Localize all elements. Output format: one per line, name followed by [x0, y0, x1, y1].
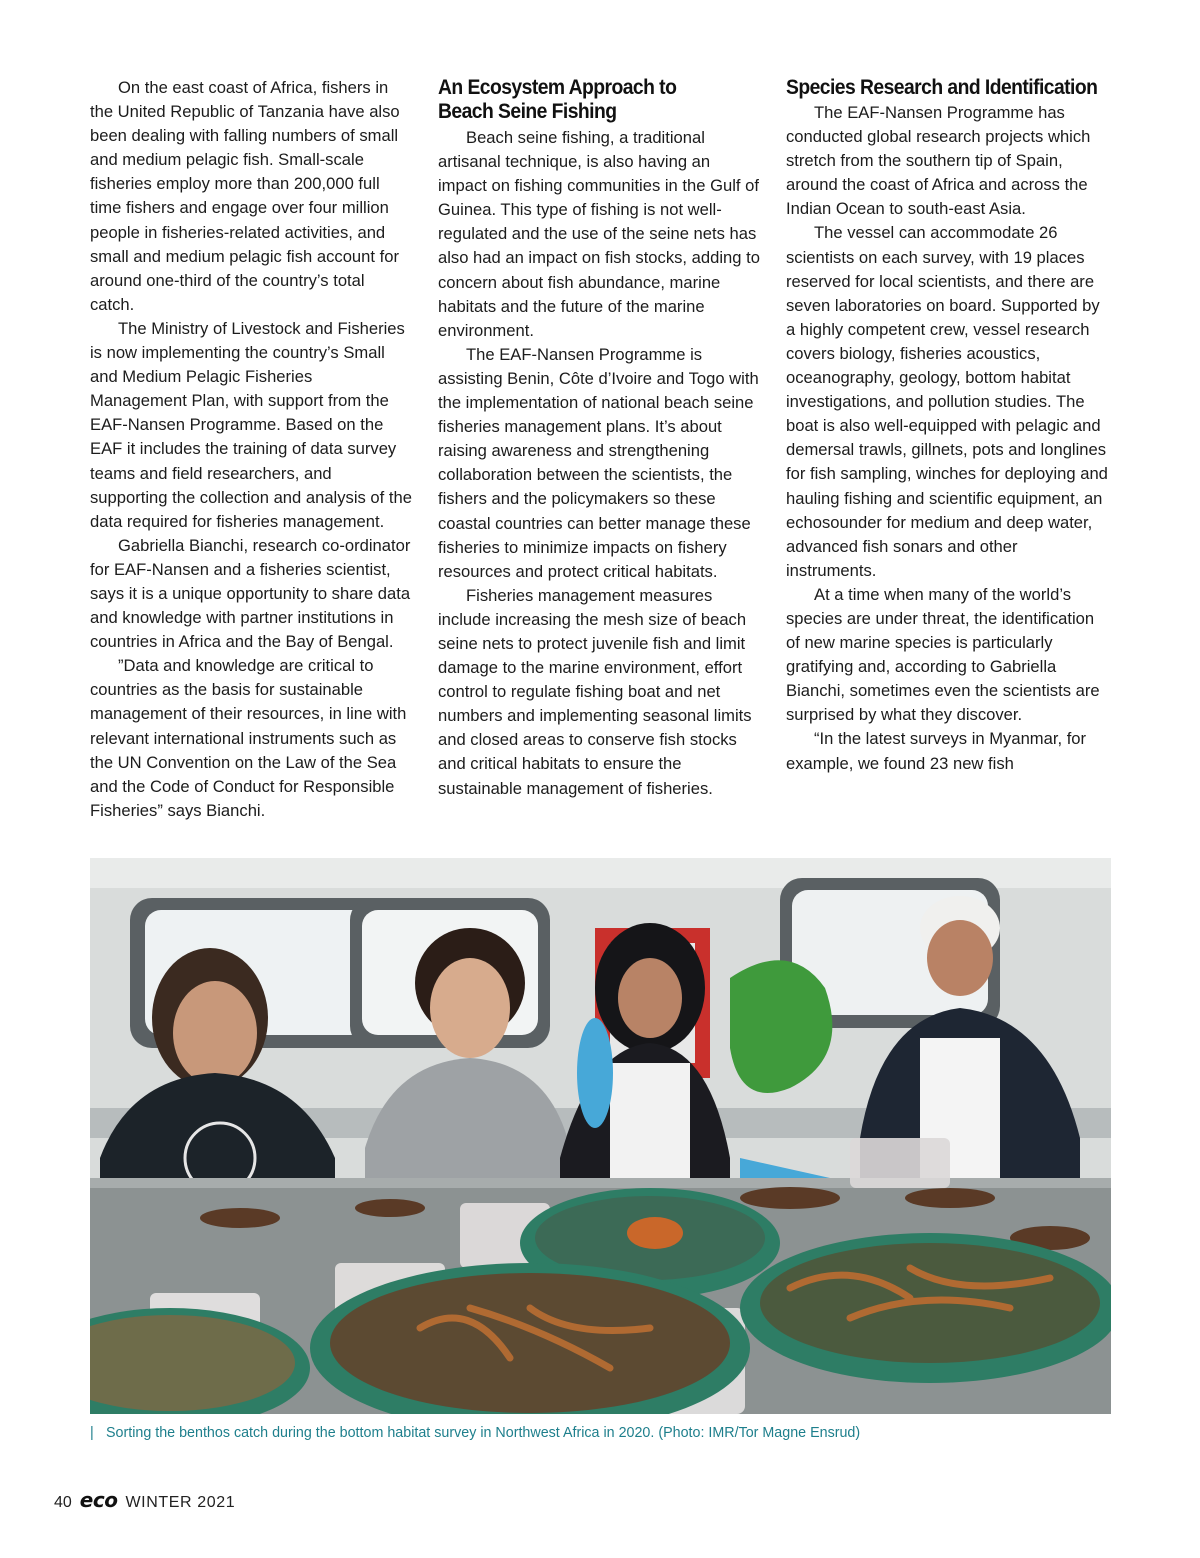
- caption-divider: |: [90, 1425, 94, 1441]
- body-paragraph: Beach seine fishing, a traditional artisanal technique, is also having an impact on fishing communities in the Gulf of Guinea. This type of fishing is not well-regulated and the use of the seine nets has also had an impact on fish stocks, adding to concern about fish abundance, marine habitats and the future of the marine environment.: [438, 128, 760, 340]
- article-column-3: [786, 76, 1112, 776]
- issue-label: WINTER 2021: [125, 1494, 236, 1511]
- body-paragraph: The EAF-Nansen Programme has conducted global research projects which stretch from the southern tip of Spain, around the coast of Africa and across the Indian Ocean to south-east Asia.: [786, 103, 1091, 219]
- article-column-1: [90, 76, 412, 823]
- photo-caption: [90, 1425, 860, 1441]
- body-paragraph: “In the latest surveys in Myanmar, for example, we found 23 new fish: [786, 729, 1087, 773]
- caption-text: Sorting the benthos catch during the bottom habitat survey in Northwest Africa in 2020. (Photo: IMR/Tor Magne Ensrud): [105, 1425, 861, 1441]
- body-paragraph: The Ministry of Livestock and Fisheries is now implementing the country’s Small and Medium Pelagic Fisheries Management Plan, with support from the EAF-Nansen Programme. Based on the EAF it includes the training of data survey teams and field researchers, and supporting the collection and analysis of the data required for fisheries management.: [90, 318, 412, 531]
- section-heading: Species Research and Identification: [786, 76, 1098, 99]
- lab-scene-illustration: [90, 858, 1111, 1414]
- body-paragraph: ”Data and knowledge are critical to countries as the basis for sustainable management of their resources, in line with relevant international instruments such as the UN Convention on the Law of the Sea and the Code of Conduct for Responsible Fisheries” says Bianchi.: [90, 656, 407, 820]
- lab-photo: [90, 858, 1111, 1414]
- article-column-2: [438, 76, 762, 801]
- page-number: 40: [54, 1494, 72, 1511]
- body-paragraph: The EAF-Nansen Programme is assisting Benin, Côte d’Ivoire and Togo with the implementation of national beach seine fisheries management plans. It’s about raising awareness and strengthening collaboration between the scientists, the fishers and the policymakers so these coastal countries can better manage these fisheries to minimize impacts on fishery resources and protect critical habitats.: [438, 344, 759, 581]
- body-paragraph: At a time when many of the world’s species are under threat, the identification of new marine species is particularly gratifying and, according to Gabriella Bianchi, sometimes even the scientists are surprised by what they discover.: [786, 584, 1100, 725]
- magazine-logo: eco: [79, 1488, 118, 1512]
- section-heading: An Ecosystem Approach to Beach Seine Fishing: [438, 76, 677, 123]
- body-paragraph: Gabriella Bianchi, research co-ordinator for EAF-Nansen and a fisheries scientist, says it is a unique opportunity to share data and knowledge with partner institutions in countries in Africa and the Bay of Bengal.: [90, 535, 411, 652]
- body-paragraph: The vessel can accommodate 26 scientists on each survey, with 19 places reserved for local scientists, and there are seven laboratories on board. Supported by a highly competent crew, vessel research covers biology, fisheries acoustics, oceanography, geology, bottom habitat investigations, and pollution studies. The boat is also well-equipped with pelagic and demersal trawls, gillnets, pots and longlines for fish sampling, winches for deploying and hauling fishing and scientific equipment, an echosounder for medium and deep water, advanced fish sonars and other instruments.: [786, 223, 1108, 580]
- page-footer: [54, 1488, 235, 1512]
- body-paragraph: On the east coast of Africa, fishers in the United Republic of Tanzania have also been dealing with falling numbers of small and medium pelagic fish. Small-scale fisheries employ more than 200,000 full time fishers and engage over four million people in fisheries-related activities, and small and medium pelagic fish account for around one-third of the country’s total catch.: [90, 78, 400, 314]
- body-paragraph: Fisheries management measures include increasing the mesh size of beach seine nets to protect juvenile fish and limit damage to the marine environment, effort control to regulate fishing boat and net numbers and implementing seasonal limits and closed areas to conserve fish stocks and critical habitats to ensure the sustainable management of fisheries.: [438, 585, 752, 798]
